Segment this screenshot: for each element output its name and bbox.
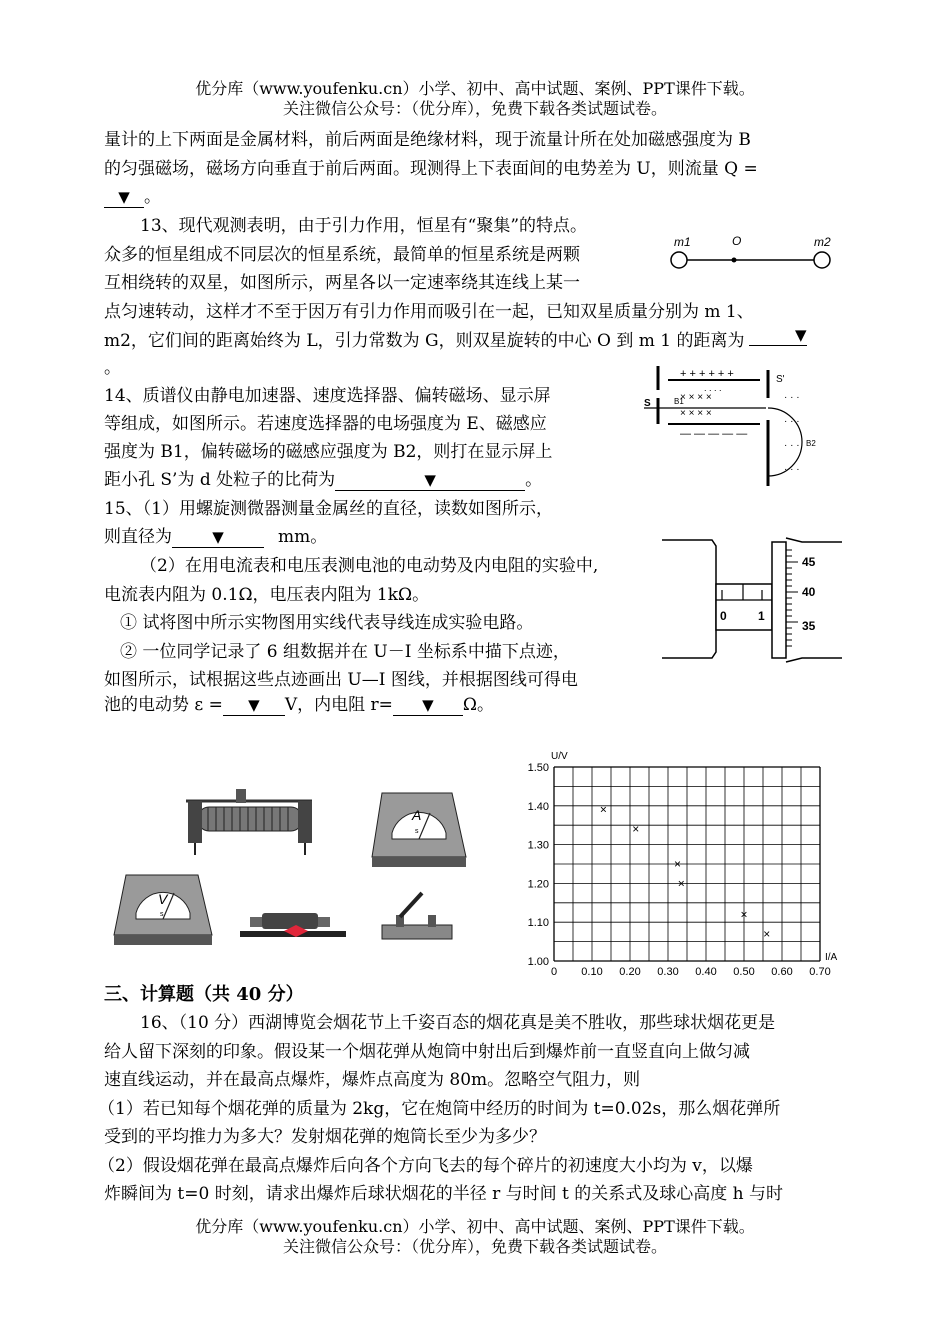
s-label: S <box>644 398 651 409</box>
y-tick-label: 1.50 <box>527 762 549 774</box>
m1-label: m1 <box>674 235 691 249</box>
u-i-chart <box>510 745 846 983</box>
thimble-45: 45 <box>802 555 816 569</box>
data-point: × <box>740 907 748 922</box>
s-prime-label: S' <box>776 374 785 385</box>
q15-emf-label: 池的电动势 ε = <box>104 695 223 715</box>
q14-line-2: 等组成，如图所示。若速度选择器的电场强度为 E、磁感应 <box>104 414 547 434</box>
b1-label: B1 <box>674 397 684 406</box>
q16-line-3: 速直线运动，并在最高点爆炸，爆炸点高度为 80m。忽略空气阻力，则 <box>104 1070 641 1090</box>
q13-line-4: 点匀速转动，这样才不至于因万有引力作用而吸引在一起，已知双星质量分别为 m 1、 <box>104 302 754 322</box>
q15-line-2-text: 则直径为 <box>104 527 172 547</box>
y-tick-label: 1.00 <box>527 956 549 968</box>
x-tick-label: 0.40 <box>695 966 717 978</box>
q16-line-4: （1）若已知每个烟花弹的质量为 2kg，它在炮筒中经历的时间为 t=0.02s，那么烟花弹所 <box>98 1099 781 1119</box>
star-m1 <box>671 252 687 268</box>
center-point-o <box>732 258 737 263</box>
thimble-40: 40 <box>802 585 816 599</box>
blank-marker: ▼ <box>422 696 434 714</box>
svg-text:— — — — —: — — — — — <box>680 428 748 440</box>
y-tick-label: 1.20 <box>527 878 549 891</box>
q14-answer-blank[interactable] <box>335 470 525 491</box>
svg-text:· · ·: · · · <box>784 392 800 403</box>
q16-line-7: 炸瞬间为 t=0 时刻，请求出爆炸后球状烟花的半径 r 与时间 t 的关系式及球心高度 h 与时 <box>104 1184 784 1204</box>
svg-text:· · ·: · · · <box>784 464 800 475</box>
q15-line-7: 如图所示，试根据这些点迹画出 U—I 图线，并根据图线可得电 <box>104 670 578 690</box>
q12-line-1: 量计的上下两面是金属材料，前后两面是绝缘材料，现于流量计所在处加磁感强度为 B <box>104 130 751 150</box>
q13-line-5-text: m2，它们间的距离始终为 L，引力常数为 G，则双星旋转的中心 O 到 m 1 的距离为 <box>104 331 745 351</box>
battery <box>240 913 346 937</box>
q15-line-3: （2）在用电流表和电压表测电池的电动势及内电阻的实验中, <box>140 556 599 576</box>
sleeve-1: 1 <box>758 609 765 623</box>
section-3-title: 三、计算题（共 40 分） <box>104 984 304 1005</box>
thimble-35: 35 <box>802 619 816 633</box>
q12-line-3 <box>104 182 850 212</box>
y-axis-label: U/V <box>551 751 568 762</box>
q15-emf-blank[interactable] <box>223 695 285 716</box>
data-points <box>600 803 770 941</box>
ammeter-small-label: s <box>415 828 419 835</box>
q15-r-blank[interactable] <box>393 695 463 716</box>
x-tick-label: 0 <box>550 966 558 978</box>
x-tick-labels <box>551 966 831 978</box>
q15-diameter-blank[interactable] <box>172 527 264 548</box>
mass-spectrometer-figure <box>640 362 830 492</box>
data-point: × <box>599 802 607 817</box>
y-tick-label: 1.30 <box>527 839 549 852</box>
q15-ohm: Ω。 <box>462 695 495 715</box>
q15-unit: mm。 <box>278 527 328 547</box>
q16-line-6: （2）假设烟花弹在最高点爆炸后向各个方向飞去的每个碎片的初速度大小均为 v，以爆 <box>98 1156 753 1176</box>
footer-line-1: 优分库（www.youfenku.cn）小学、初中、高中试题、案例、PPT课件下载。 <box>195 1217 755 1236</box>
m2-label: m2 <box>814 235 831 249</box>
q13-answer-blank[interactable] <box>749 325 807 346</box>
y-tick-label: 1.10 <box>527 917 549 930</box>
header-line-1: 优分库（www.youfenku.cn）小学、初中、高中试题、案例、PPT课件下载。 <box>195 79 755 98</box>
sleeve-0: 0 <box>720 609 727 623</box>
apparatus-figure <box>100 775 480 950</box>
q15-r-label: V，内电阻 r= <box>284 695 393 715</box>
ammeter <box>372 793 466 867</box>
svg-text:× × × ×: × × × × <box>680 408 712 419</box>
voltmeter <box>114 875 212 945</box>
q12-answer-blank[interactable] <box>104 187 144 208</box>
switch <box>382 893 452 939</box>
b2-label: B2 <box>806 439 816 448</box>
q13-line-6: 。 <box>104 358 121 378</box>
x-tick-label: 0.10 <box>581 966 603 978</box>
data-point: × <box>632 822 640 837</box>
double-star-figure <box>662 232 842 276</box>
q13-line-2: 众多的恒星组成不同层次的恒星系统，最简单的恒星系统是两颗 <box>104 245 580 265</box>
chart-grid <box>554 767 820 961</box>
q15-line-1: 15、（1）用螺旋测微器测量金属丝的直径，读数如图所示， <box>104 499 553 519</box>
x-tick-label: 0.20 <box>619 966 641 978</box>
y-tick-labels <box>528 762 549 968</box>
q15-line-4: 电流表内阻为 0.1Ω，电压表内阻为 1kΩ。 <box>104 585 430 605</box>
voltmeter-small-label: s <box>160 911 164 918</box>
rheostat <box>186 789 312 855</box>
q15-line-6: ② 一位同学记录了 6 组数据并在 U－I 坐标系中描下点迹， <box>120 642 570 662</box>
x-tick-label: 0.30 <box>657 966 679 978</box>
micrometer-figure <box>662 532 842 692</box>
y-tick-label: 1.40 <box>527 800 549 813</box>
q16-line-1: 16、（10 分）西湖博览会烟花节上千姿百态的烟花真是美不胜收，那些球状烟花更是 <box>140 1013 776 1033</box>
data-point: × <box>673 857 682 871</box>
blank-marker: ▼ <box>424 471 436 489</box>
star-m2 <box>814 252 830 268</box>
q14-period: 。 <box>525 470 543 490</box>
q14-line-3: 强度为 B1，偏转磁场的磁感应强度为 B2，则打在显示屏上 <box>104 442 553 462</box>
svg-text:· · ·: · · · <box>784 416 800 427</box>
q14-line-1: 14、质谱仪由静电加速器、速度选择器、偏转磁场、显示屏 <box>104 386 551 406</box>
x-axis-label: I/A <box>825 952 838 963</box>
q13-line-1: 13、现代观测表明，由于引力作用，恒星有“聚集”的特点。 <box>140 216 588 236</box>
svg-text:+ + + + + +: + + + + + + <box>680 368 734 380</box>
footer-line-2: 关注微信公众号：（优分库），免费下载各类试题试卷。 <box>282 1237 667 1256</box>
q13-line-5 <box>104 325 850 356</box>
svg-text:· · ·: · · · <box>784 440 800 451</box>
blank-marker: ▼ <box>212 528 224 546</box>
blank-marker: ▼ <box>118 188 130 206</box>
blank-marker: ▼ <box>794 326 807 344</box>
o-label: O <box>732 234 742 248</box>
q15-line-5: ① 试将图中所示实物图用实线代表导线连成实验电路。 <box>120 613 534 633</box>
svg-text:× × × ×: × × × × <box>680 392 712 403</box>
q16-line-5: 受到的平均推力为多大？发射烟花弹的炮筒长至少为多少？ <box>104 1127 546 1147</box>
q13-line-3: 互相绕转的双星，如图所示，两星各以一定速率绕其连线上某一 <box>104 273 580 293</box>
q12-period: 。 <box>144 187 161 207</box>
svg-text:. . . .: . . . . <box>704 383 722 393</box>
header-line-2: 关注微信公众号：（优分库），免费下载各类试题试卷。 <box>282 99 667 118</box>
x-tick-label: 0.60 <box>771 966 793 978</box>
q12-line-2: 的匀强磁场，磁场方向垂直于前后两面。现测得上下表面间的电势差为 U，则流量 Q = <box>104 159 758 179</box>
x-tick-label: 0.70 <box>809 966 831 978</box>
q16-line-2: 给人留下深刻的印象。假设某一个烟花弹从炮筒中射出后到爆炸前一直竖直向上做匀减 <box>104 1042 750 1062</box>
ammeter-label: A <box>412 807 422 823</box>
voltmeter-label: V <box>158 891 168 907</box>
q15-line-8 <box>104 690 850 720</box>
q14-line-4-text: 距小孔 S’为 d 处粒子的比荷为 <box>104 470 336 490</box>
data-point: × <box>763 926 771 941</box>
data-point: × <box>677 876 685 891</box>
x-tick-label: 0.50 <box>733 966 755 978</box>
blank-marker: ▼ <box>248 696 260 714</box>
